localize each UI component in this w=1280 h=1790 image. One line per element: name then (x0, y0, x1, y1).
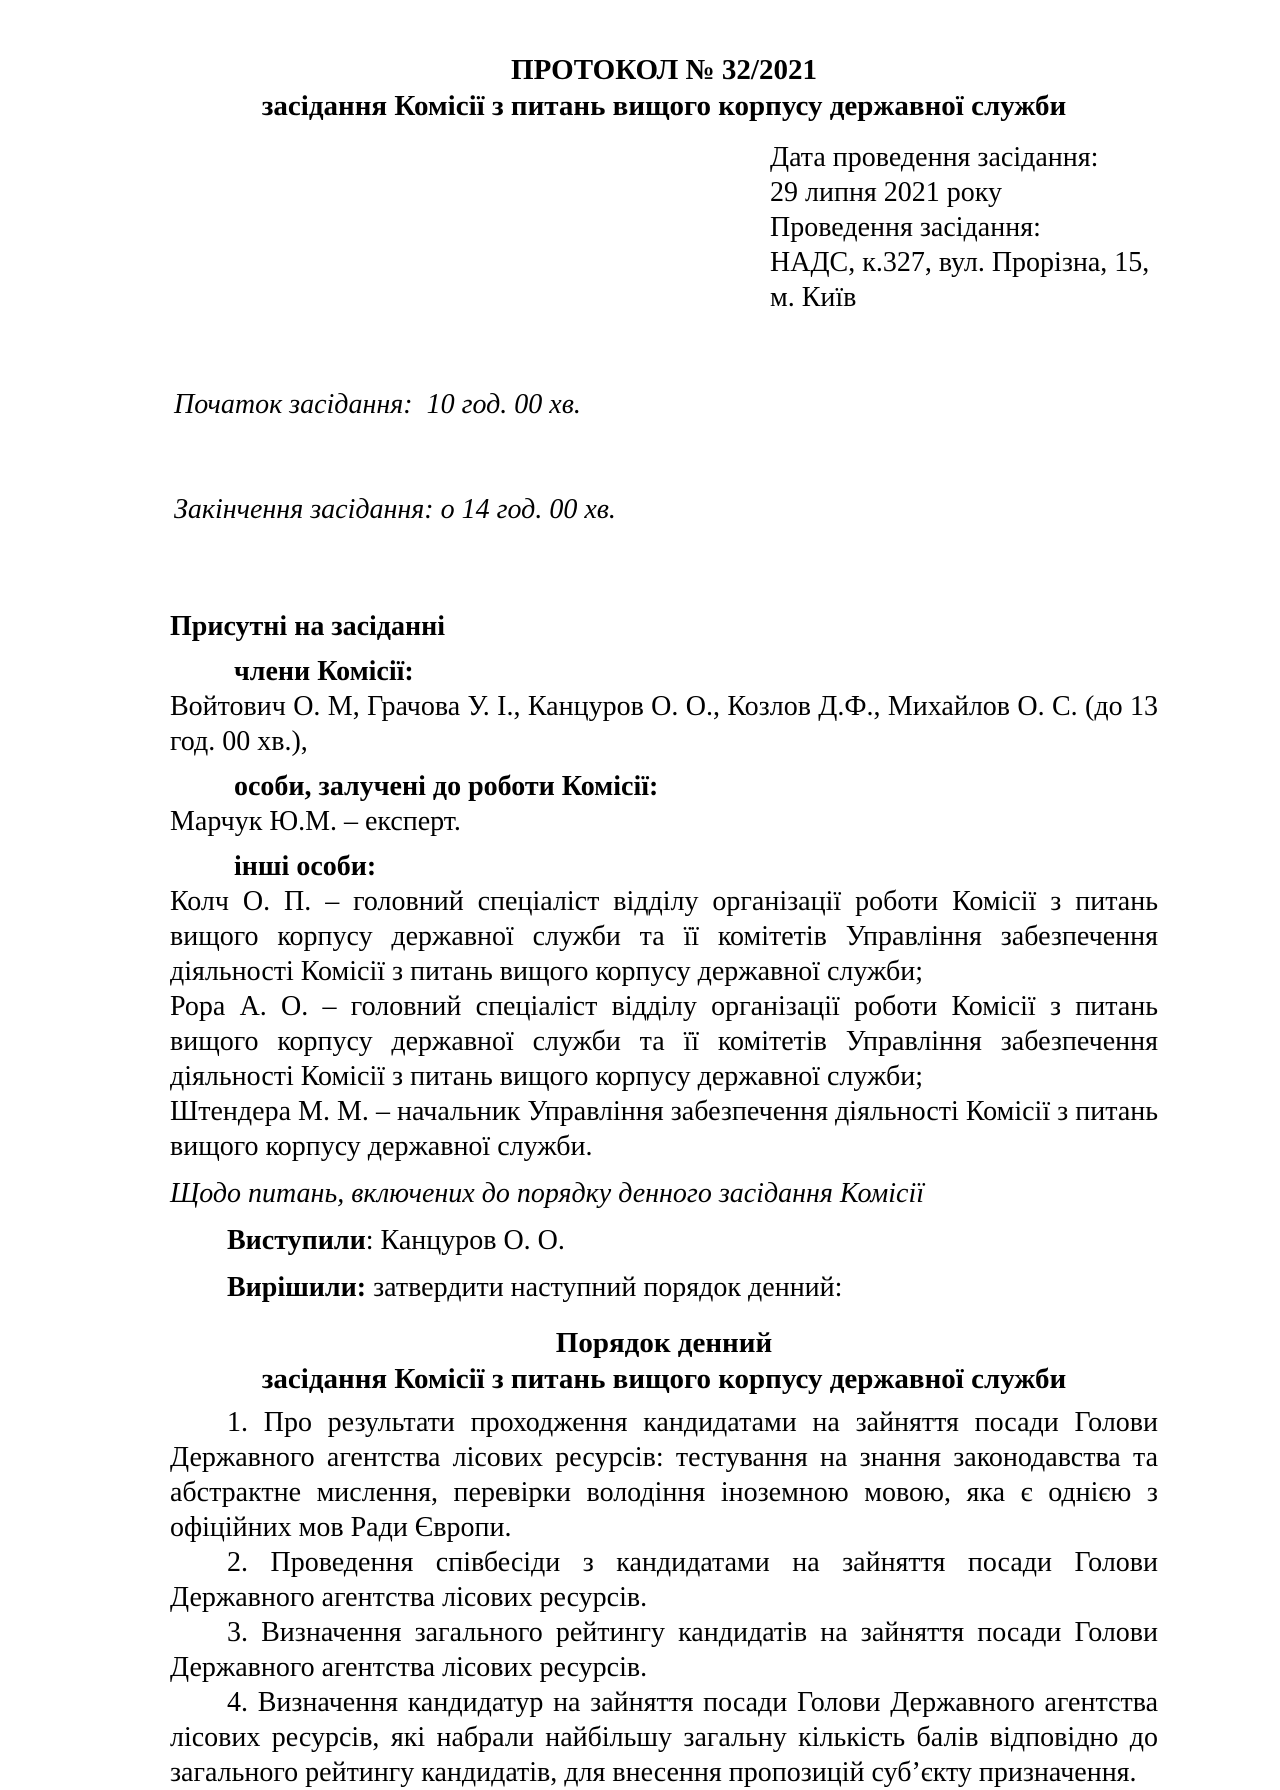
involved-person: Марчук Ю.М. – експерт. (170, 806, 461, 837)
decided-text: затвердити наступний порядок денний: (366, 1272, 843, 1303)
members-list: Войтович О. М, Грачова У. І., Канцуров О. О., Козлов Д.Ф., Михайлов О. С. (до 13 год. 00 хв.), (170, 691, 1158, 757)
agenda-title: Порядок денний (555, 1327, 773, 1359)
attendees-heading: Присутні на засіданні (170, 611, 446, 642)
agenda-item-3: 3. Визначення загального рейтингу кандидатів на зайняття посади Голови Державного агентства лісових ресурсів. (170, 1617, 1158, 1683)
session-start-line: Початок засідання: 10 год. 00 хв. (174, 389, 581, 420)
agenda-subtitle: засідання Комісії з питань вищого корпусу державної служби (261, 1363, 1067, 1395)
meta-venue-address: НАДС, к.327, вул. Прорізна, 15, (770, 247, 1150, 278)
agenda-item-2: 2. Проведення співбесіди з кандидатами на зайняття посади Голови Державного агентства лісових ресурсів. (170, 1547, 1158, 1613)
involved-heading: особи, залучені до роботи Комісії: (234, 771, 659, 802)
meta-date-label: Дата проведення засідання: (770, 142, 1099, 173)
agenda-header (170, 1325, 1158, 1397)
spoke-line (170, 1223, 1158, 1258)
spoke-text: : Канцуров О. О. (365, 1225, 565, 1256)
members-heading: члени Комісії: (234, 656, 414, 687)
decided-label: Вирішили: (227, 1272, 367, 1303)
spoke-label: Виступили (227, 1225, 366, 1256)
session-times (170, 317, 1158, 597)
session-end-line: Закінчення засідання: о 14 год. 00 хв. (174, 494, 616, 525)
document-subtitle: засідання Комісії з питань вищого корпусу державної служби (261, 90, 1067, 122)
other-person-2: Рора А. О. – головний спеціаліст відділу організації роботи Комісії з питань вищого корпусу державної служби та її комітетів Управління забезпечення діяльності Комісії з питань вищого корпусу державної служби; (170, 991, 1158, 1092)
others-heading: інші особи: (234, 851, 377, 882)
agenda-items (170, 1405, 1158, 1790)
agenda-note: Щодо питань, включених до порядку денного засідання Комісії (170, 1178, 925, 1209)
meta-venue-label: Проведення засідання: (770, 212, 1041, 243)
other-person-3: Штендера М. М. – начальник Управління забезпечення діяльності Комісії з питань вищого корпусу державної служби. (170, 1096, 1158, 1162)
other-person-1: Колч О. П. – головний спеціаліст відділу організації роботи Комісії з питань вищого корпусу державної служби та її комітетів Управління забезпечення діяльності Комісії з питань вищого корпусу державної служби; (170, 886, 1158, 987)
decided-line (170, 1270, 1158, 1305)
agenda-item-4: 4. Визначення кандидатур на зайняття посади Голови Державного агентства лісових ресурсів, які набрали найбільшу загальну кількість балів відповідно до загального рейтингу кандидатів, для внесення пропозицій суб’єкту призначення. (170, 1687, 1158, 1788)
meeting-meta-block (770, 140, 1158, 315)
document-header (170, 52, 1158, 124)
document-title: ПРОТОКОЛ № 32/2021 (511, 54, 817, 86)
meta-date-value: 29 липня 2021 року (770, 177, 1003, 208)
meta-venue-city: м. Київ (770, 282, 857, 313)
agenda-item-1: 1. Про результати проходження кандидатами на зайняття посади Голови Державного агентства лісових ресурсів: тестування на знання законодавства та абстрактне мислення, перевірки володіння іноземною мовою, яка є однією з офіційних мов Ради Європи. (170, 1407, 1158, 1543)
